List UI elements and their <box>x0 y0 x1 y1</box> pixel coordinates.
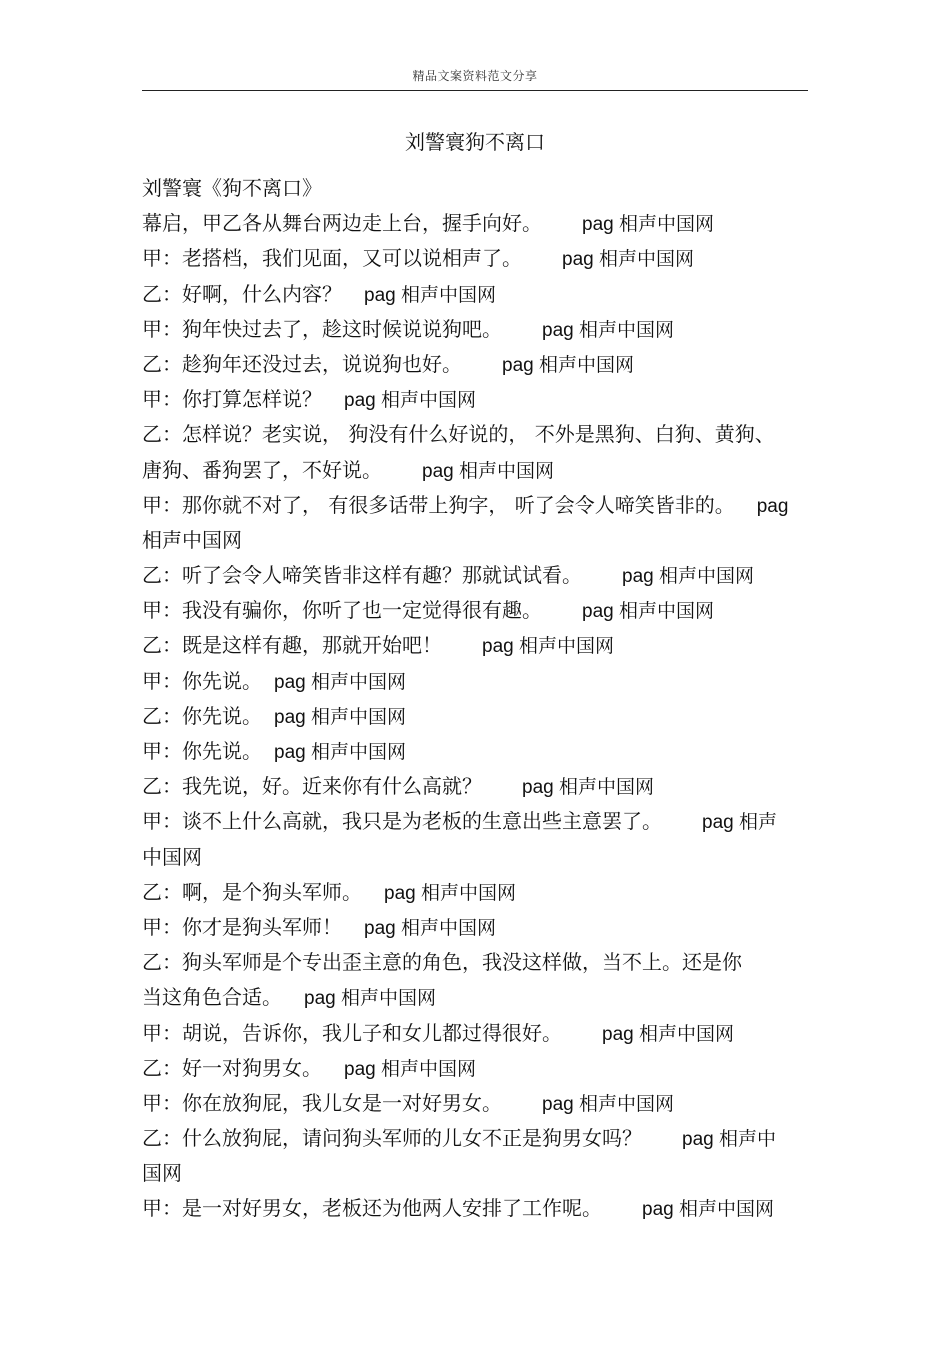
text-line: 国网 <box>142 1161 182 1186</box>
text-line: 甲：那你就不对了， 有很多话带上狗字， 听了会令人啼笑皆非的。 pag <box>142 492 789 517</box>
text-line: 相声中国网 <box>142 527 242 552</box>
text-line: 甲：我没有骗你，你听了也一定觉得很有趣。 pag 相声中国网 <box>142 598 714 623</box>
document-title: 刘警寰狗不离口 <box>405 130 545 154</box>
text-line: 乙：好一对狗男女。 pag 相声中国网 <box>142 1055 476 1080</box>
source-tag: pag 相声中国网 <box>364 284 496 306</box>
text-line: 乙：我先说，好。近来你有什么高就？ pag 相声中国网 <box>142 774 654 799</box>
source-tag: pag <box>756 495 789 517</box>
source-tag: pag 相声中国网 <box>274 706 406 728</box>
source-tag: pag 相声中国网 <box>304 988 436 1010</box>
text-line: 乙：好啊，什么内容？ pag 相声中国网 <box>142 281 496 306</box>
text-line: 甲：你打算怎样说？ pag 相声中国网 <box>142 387 476 412</box>
text-line: 唐狗、番狗罢了，不好说。 pag 相声中国网 <box>142 457 554 482</box>
text-line: 乙：趁狗年还没过去，说说狗也好。 pag 相声中国网 <box>142 351 634 376</box>
text-line: 刘警寰《狗不离口》 <box>142 176 322 200</box>
source-tag: pag 相声中国网 <box>622 566 754 588</box>
text-line: 甲：你才是狗头军师！ pag 相声中国网 <box>142 914 496 939</box>
source-tag: pag 相声中国网 <box>522 777 654 799</box>
text-line: 甲：你先说。 pag 相声中国网 <box>142 668 406 693</box>
source-tag: pag 相声中国网 <box>344 390 476 412</box>
source-tag: pag 相声中国网 <box>562 249 694 271</box>
source-tag: pag 相声中国网 <box>384 882 516 904</box>
text-line: 乙：你先说。 pag 相声中国网 <box>142 703 406 728</box>
text-line: 甲：谈不上什么高就，我只是为老板的生意出些主意罢了。 pag 相声 <box>142 809 777 834</box>
text-line: 甲：你在放狗屁，我儿女是一对好男女。 pag 相声中国网 <box>142 1090 674 1115</box>
source-tag: pag 相声中国网 <box>542 1093 674 1115</box>
text-line: 当这角色合适。 pag 相声中国网 <box>142 985 436 1010</box>
source-tag: pag 相声 <box>702 812 777 834</box>
source-tag: pag 相声中国网 <box>582 214 714 236</box>
text-line: 乙：狗头军师是个专出歪主意的角色，我没这样做，当不上。还是你 <box>142 950 742 975</box>
source-tag: pag 相声中国网 <box>274 671 406 693</box>
text-line: 中国网 <box>142 844 202 869</box>
source-tag: pag 相声中国网 <box>542 319 674 341</box>
text-line: 甲：是一对好男女，老板还为他两人安排了工作呢。 pag 相声中国网 <box>142 1196 774 1221</box>
source-tag: pag 相声中国网 <box>482 636 614 658</box>
source-tag: pag 相声中 <box>682 1129 776 1151</box>
source-tag: pag 相声中国网 <box>344 1058 476 1080</box>
text-line: 幕启，甲乙各从舞台两边走上台，握手向好。 pag 相声中国网 <box>142 211 714 236</box>
text-line: 乙：既是这样有趣，那就开始吧！ pag 相声中国网 <box>142 633 614 658</box>
header-divider <box>142 90 808 91</box>
text-line: 乙：听了会令人啼笑皆非这样有趣？那就试试看。 pag 相声中国网 <box>142 563 754 588</box>
text-line: 乙：什么放狗屁，请问狗头军师的儿女不正是狗男女吗？ pag 相声中 <box>142 1126 776 1151</box>
document-body <box>142 171 808 1227</box>
text-line: 乙：怎样说？老实说， 狗没有什么好说的， 不外是黑狗、白狗、黄狗、 <box>142 422 775 447</box>
text-line: 甲：胡说，告诉你，我儿子和女儿都过得很好。 pag 相声中国网 <box>142 1020 734 1045</box>
source-tag: pag 相声中国网 <box>274 742 406 763</box>
source-tag: pag 相声中国网 <box>602 1023 734 1045</box>
source-tag: pag 相声中国网 <box>422 460 554 482</box>
source-tag: pag 相声中国网 <box>582 601 714 623</box>
running-header: 精品文案资料范文分享 <box>412 69 538 83</box>
text-line: 甲：你先说。 pag 相声中国网 <box>142 739 406 763</box>
text-line: 乙：啊，是个狗头军师。 pag 相声中国网 <box>142 879 516 904</box>
source-tag: pag 相声中国网 <box>364 917 496 939</box>
text-line: 甲：老搭档，我们见面，又可以说相声了。 pag 相声中国网 <box>142 246 694 271</box>
source-tag: pag 相声中国网 <box>502 354 634 376</box>
source-tag: pag 相声中国网 <box>642 1199 774 1221</box>
text-line: 甲：狗年快过去了，趁这时候说说狗吧。 pag 相声中国网 <box>142 316 674 341</box>
